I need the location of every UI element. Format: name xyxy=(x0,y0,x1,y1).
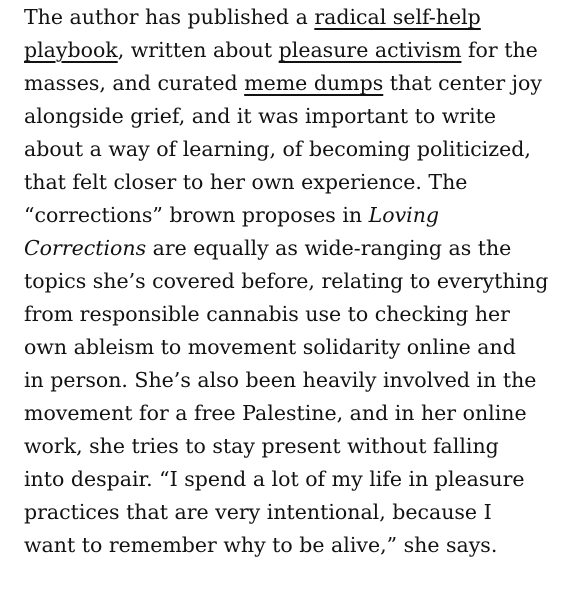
text-line xyxy=(24,232,554,265)
text-line: alongside grief, and it was important to write xyxy=(24,104,497,128)
text-run: “corrections” brown proposes in xyxy=(24,203,369,227)
pleasure-activism-link[interactable] xyxy=(279,38,462,62)
text-line: practices that are very intentional, because I xyxy=(24,500,492,524)
radical-self-help-playbook-link[interactable] xyxy=(24,38,118,62)
text-line xyxy=(24,199,554,232)
link-text[interactable]: pleasure activism xyxy=(278,38,462,62)
radical-self-help-playbook-link[interactable] xyxy=(314,5,480,29)
link-text[interactable]: meme dumps xyxy=(244,71,384,95)
text-run: The author has published a xyxy=(24,5,315,29)
text-line xyxy=(24,1,554,34)
text-line: into despair. “I spend a lot of my life in pleasure xyxy=(24,467,525,491)
text-line: in person. She’s also been heavily involved in the xyxy=(24,368,537,392)
text-run: are equally as wide-ranging as the xyxy=(146,236,512,260)
text-run: , written about xyxy=(117,38,279,62)
text-line xyxy=(24,34,554,67)
book-title-italic: Loving xyxy=(368,203,440,227)
link-text[interactable]: playbook xyxy=(24,38,118,62)
text-line: topics she’s covered before, relating to everything xyxy=(24,269,549,293)
book-title-italic: Corrections xyxy=(24,236,147,260)
text-run: that center joy xyxy=(383,71,542,95)
text-line: that felt closer to her own experience. The xyxy=(24,170,468,194)
text-line xyxy=(24,67,554,100)
text-run: masses, and curated xyxy=(24,71,245,95)
text-run: for the xyxy=(461,38,538,62)
text-line: want to remember why to be alive,” she says. xyxy=(24,533,498,557)
meme-dumps-link[interactable] xyxy=(244,71,383,95)
text-line: movement for a free Palestine, and in her online xyxy=(24,401,527,425)
article-paragraph xyxy=(24,0,554,562)
text-line: work, she tries to stay present without falling xyxy=(24,434,499,458)
text-line: from responsible cannabis use to checking her xyxy=(24,302,510,326)
text-line: own ableism to movement solidarity online and xyxy=(24,335,516,359)
text-line: about a way of learning, of becoming politicized, xyxy=(24,137,531,161)
link-text[interactable]: radical self-help xyxy=(314,5,481,29)
